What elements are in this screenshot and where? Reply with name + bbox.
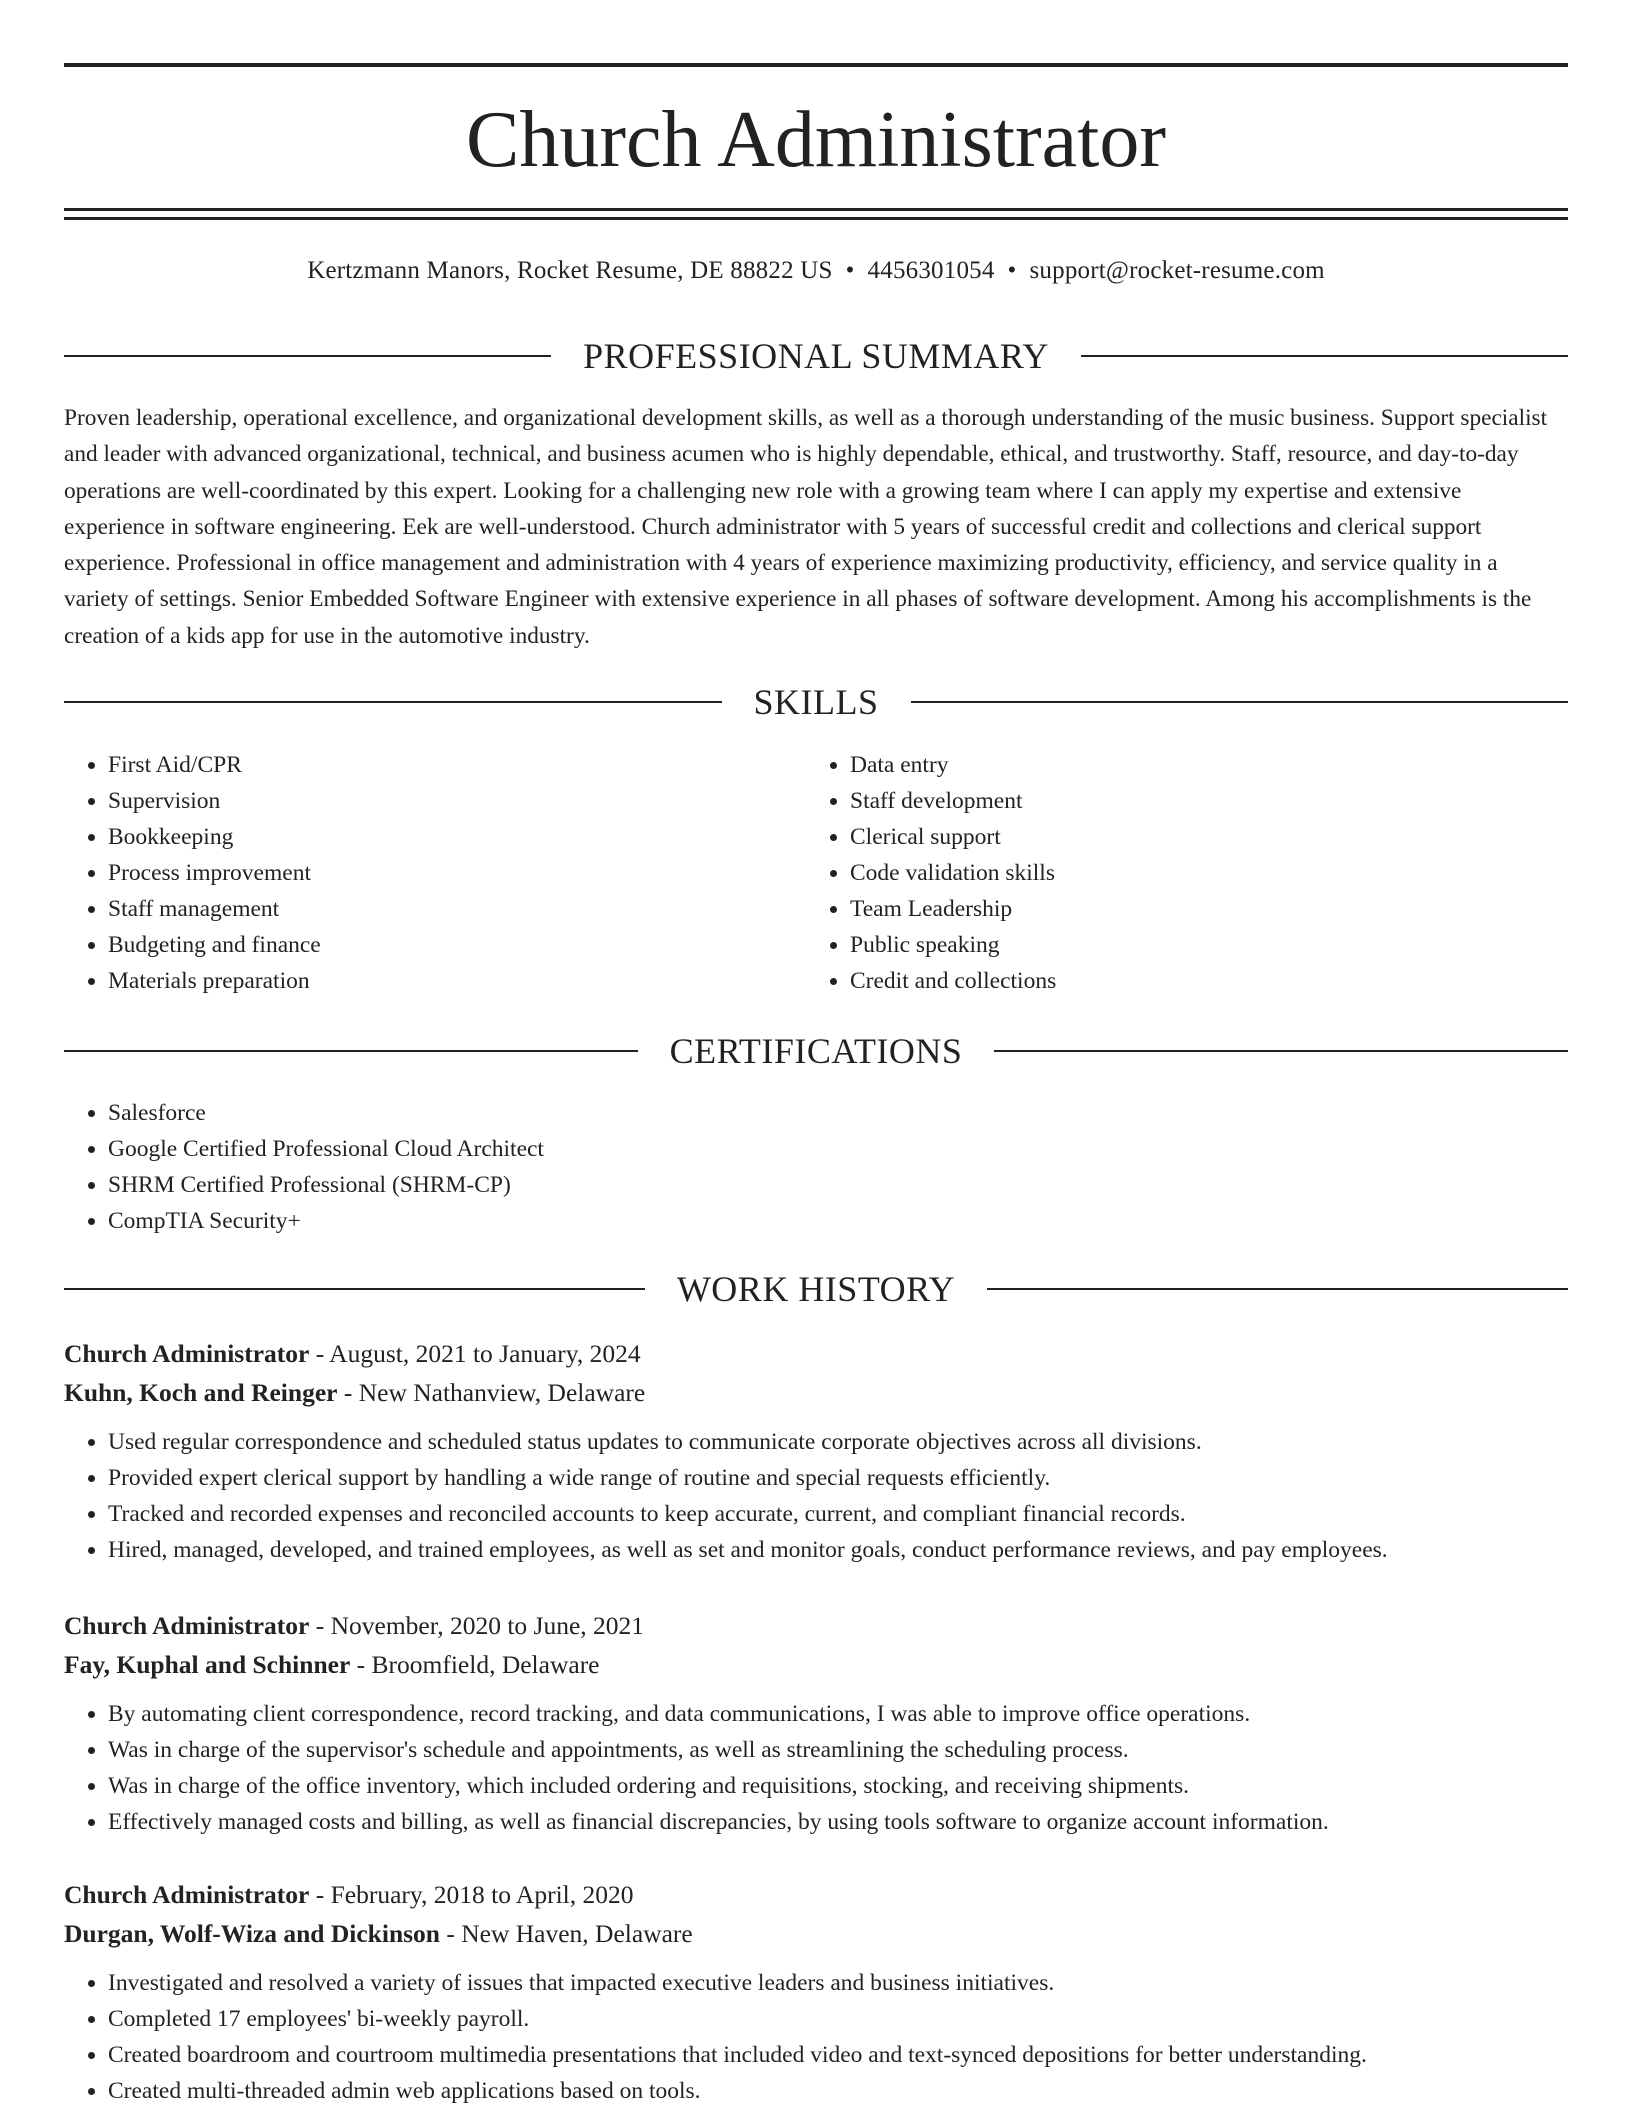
job-bullet: • Was in charge of the supervisor's schedule and appointments, as well as streamlining the scheduling process. bbox=[108, 1732, 1568, 1768]
summary-text: Proven leadership, operational excellence, and organizational development skills, as well as a thorough understanding of the music business. Support specialist and leader with advanced organizational, technical, and business acumen who is highly dependable, ethical, and trustworthy. Staff, resource, and day-to-day operations are well-coordinated by this expert. Looking for a challenging new role with a growing team where I can apply my expertise and extensive experience in software engineering. Eek are well-understood. Church administrator with 5 years of successful credit and collections and clerical support experience. Professional in office management and administration with 4 years of experience maximizing productivity, efficiency, and service quality in a variety of settings. Senior Embedded Software Engineer with extensive experience in all phases of software development. Among his accomplishments is the creation of a kids app for use in the automotive industry. bbox=[64, 405, 1548, 649]
skill-item: • Clerical support bbox=[850, 819, 1056, 855]
job-bullets bbox=[64, 1965, 1568, 2109]
skill-item: • Credit and collections bbox=[850, 963, 1056, 999]
skills-left-list bbox=[64, 747, 321, 999]
job-bullets bbox=[64, 1424, 1568, 1568]
job-bullets bbox=[64, 1696, 1568, 1840]
certifications-heading bbox=[64, 1029, 1568, 1073]
heading-rule bbox=[64, 1288, 645, 1290]
heading-rule bbox=[64, 1050, 638, 1052]
skills-left-column bbox=[64, 747, 321, 999]
contact-line bbox=[64, 254, 1568, 288]
job-location: - Broomfield, Delaware bbox=[350, 1650, 600, 1679]
heading-rule bbox=[994, 1050, 1568, 1052]
skill-item: • Bookkeeping bbox=[108, 819, 321, 855]
job-dates: - August, 2021 to January, 2024 bbox=[309, 1339, 641, 1368]
job-location: - New Haven, Delaware bbox=[439, 1919, 693, 1948]
job-dates: - February, 2018 to April, 2020 bbox=[309, 1880, 634, 1909]
skill-item: • Materials preparation bbox=[108, 963, 321, 999]
job-title: Church Administrator bbox=[64, 1339, 310, 1368]
contact-separator: • bbox=[1007, 257, 1017, 284]
skill-item: • First Aid/CPR bbox=[108, 747, 321, 783]
skills-right-list bbox=[806, 747, 1056, 999]
job-title-line bbox=[64, 1334, 1568, 1373]
job-title: Church Administrator bbox=[64, 1611, 310, 1640]
skill-item: • Supervision bbox=[108, 783, 321, 819]
contact-phone: 4456301054 bbox=[867, 257, 995, 284]
job-title-line bbox=[64, 1875, 1568, 1914]
job-bullet: • Created multi-threaded admin web applications based on tools. bbox=[108, 2073, 1568, 2109]
work-history-heading-title: WORK HISTORY bbox=[676, 1269, 956, 1309]
skill-item: • Process improvement bbox=[108, 855, 321, 891]
skill-item: • Team Leadership bbox=[850, 891, 1056, 927]
job-company-line bbox=[64, 1645, 1568, 1684]
skills-right-column bbox=[806, 747, 1056, 999]
skill-item: • Staff management bbox=[108, 891, 321, 927]
heading-rule bbox=[1081, 355, 1568, 357]
summary-heading-title: PROFESSIONAL SUMMARY bbox=[583, 336, 1049, 376]
job-company-line bbox=[64, 1914, 1568, 1953]
certifications-list bbox=[64, 1095, 544, 1239]
certification-item: • Salesforce bbox=[108, 1095, 544, 1131]
contact-address: Kertzmann Manors, Rocket Resume, DE 88822 US bbox=[307, 257, 833, 284]
job-company: Kuhn, Koch and Reinger bbox=[64, 1378, 338, 1407]
certifications-block bbox=[64, 1095, 544, 1239]
job-bullet: • Used regular correspondence and scheduled status updates to communicate corporate objectives across all divisions. bbox=[108, 1424, 1568, 1460]
job-dates: - November, 2020 to June, 2021 bbox=[309, 1611, 645, 1640]
heading-rule bbox=[987, 1288, 1568, 1290]
heading-rule bbox=[64, 355, 551, 357]
summary-heading bbox=[64, 334, 1568, 378]
job-company-line bbox=[64, 1373, 1568, 1412]
job-title: Church Administrator bbox=[64, 1880, 310, 1909]
contact-email: support@rocket-resume.com bbox=[1029, 257, 1325, 284]
skill-item: • Data entry bbox=[850, 747, 1056, 783]
job-bullet: • By automating client correspondence, record tracking, and data communications, I was able to improve office operations. bbox=[108, 1696, 1568, 1732]
skill-item: • Public speaking bbox=[850, 927, 1056, 963]
job-bullet: • Effectively managed costs and billing, as well as financial discrepancies, by using tools software to organize account information. bbox=[108, 1804, 1568, 1840]
job-entry bbox=[64, 1334, 1568, 1568]
header-double-rule bbox=[64, 208, 1568, 220]
job-bullet: • Was in charge of the office inventory, which included ordering and requisitions, stocking, and receiving shipments. bbox=[108, 1768, 1568, 1804]
job-entry bbox=[64, 1875, 1568, 2109]
skill-item: • Code validation skills bbox=[850, 855, 1056, 891]
heading-rule bbox=[911, 701, 1569, 703]
job-location: - New Nathanview, Delaware bbox=[337, 1378, 646, 1407]
certification-item: • Google Certified Professional Cloud Architect bbox=[108, 1131, 544, 1167]
skill-item: • Budgeting and finance bbox=[108, 927, 321, 963]
heading-rule bbox=[64, 701, 722, 703]
job-entry bbox=[64, 1606, 1568, 1840]
header-top-rule bbox=[64, 63, 1568, 67]
certifications-heading-title: CERTIFICATIONS bbox=[669, 1031, 963, 1071]
job-bullet: • Tracked and recorded expenses and reconciled accounts to keep accurate, current, and compliant financial records. bbox=[108, 1496, 1568, 1532]
skills-heading-title: SKILLS bbox=[753, 682, 879, 722]
certification-item: • SHRM Certified Professional (SHRM-CP) bbox=[108, 1167, 544, 1203]
job-title-line bbox=[64, 1606, 1568, 1645]
contact-separator: • bbox=[845, 257, 855, 284]
job-bullet: • Completed 17 employees' bi-weekly payroll. bbox=[108, 2001, 1568, 2037]
job-bullet: • Created boardroom and courtroom multimedia presentations that included video and text-synced depositions for better understanding. bbox=[108, 2037, 1568, 2073]
job-bullet: • Provided expert clerical support by handling a wide range of routine and special requests efficiently. bbox=[108, 1460, 1568, 1496]
work-history-heading bbox=[64, 1267, 1568, 1311]
job-bullet: • Hired, managed, developed, and trained employees, as well as set and monitor goals, conduct performance reviews, and pay employees. bbox=[108, 1532, 1568, 1568]
skills-heading bbox=[64, 680, 1568, 724]
skill-item: • Staff development bbox=[850, 783, 1056, 819]
job-company: Durgan, Wolf-Wiza and Dickinson bbox=[64, 1919, 440, 1948]
job-company: Fay, Kuphal and Schinner bbox=[64, 1650, 351, 1679]
resume-name: Church Administrator bbox=[466, 96, 1166, 184]
certification-item: • CompTIA Security+ bbox=[108, 1203, 544, 1239]
job-bullet: • Investigated and resolved a variety of issues that impacted executive leaders and business initiatives. bbox=[108, 1965, 1568, 2001]
